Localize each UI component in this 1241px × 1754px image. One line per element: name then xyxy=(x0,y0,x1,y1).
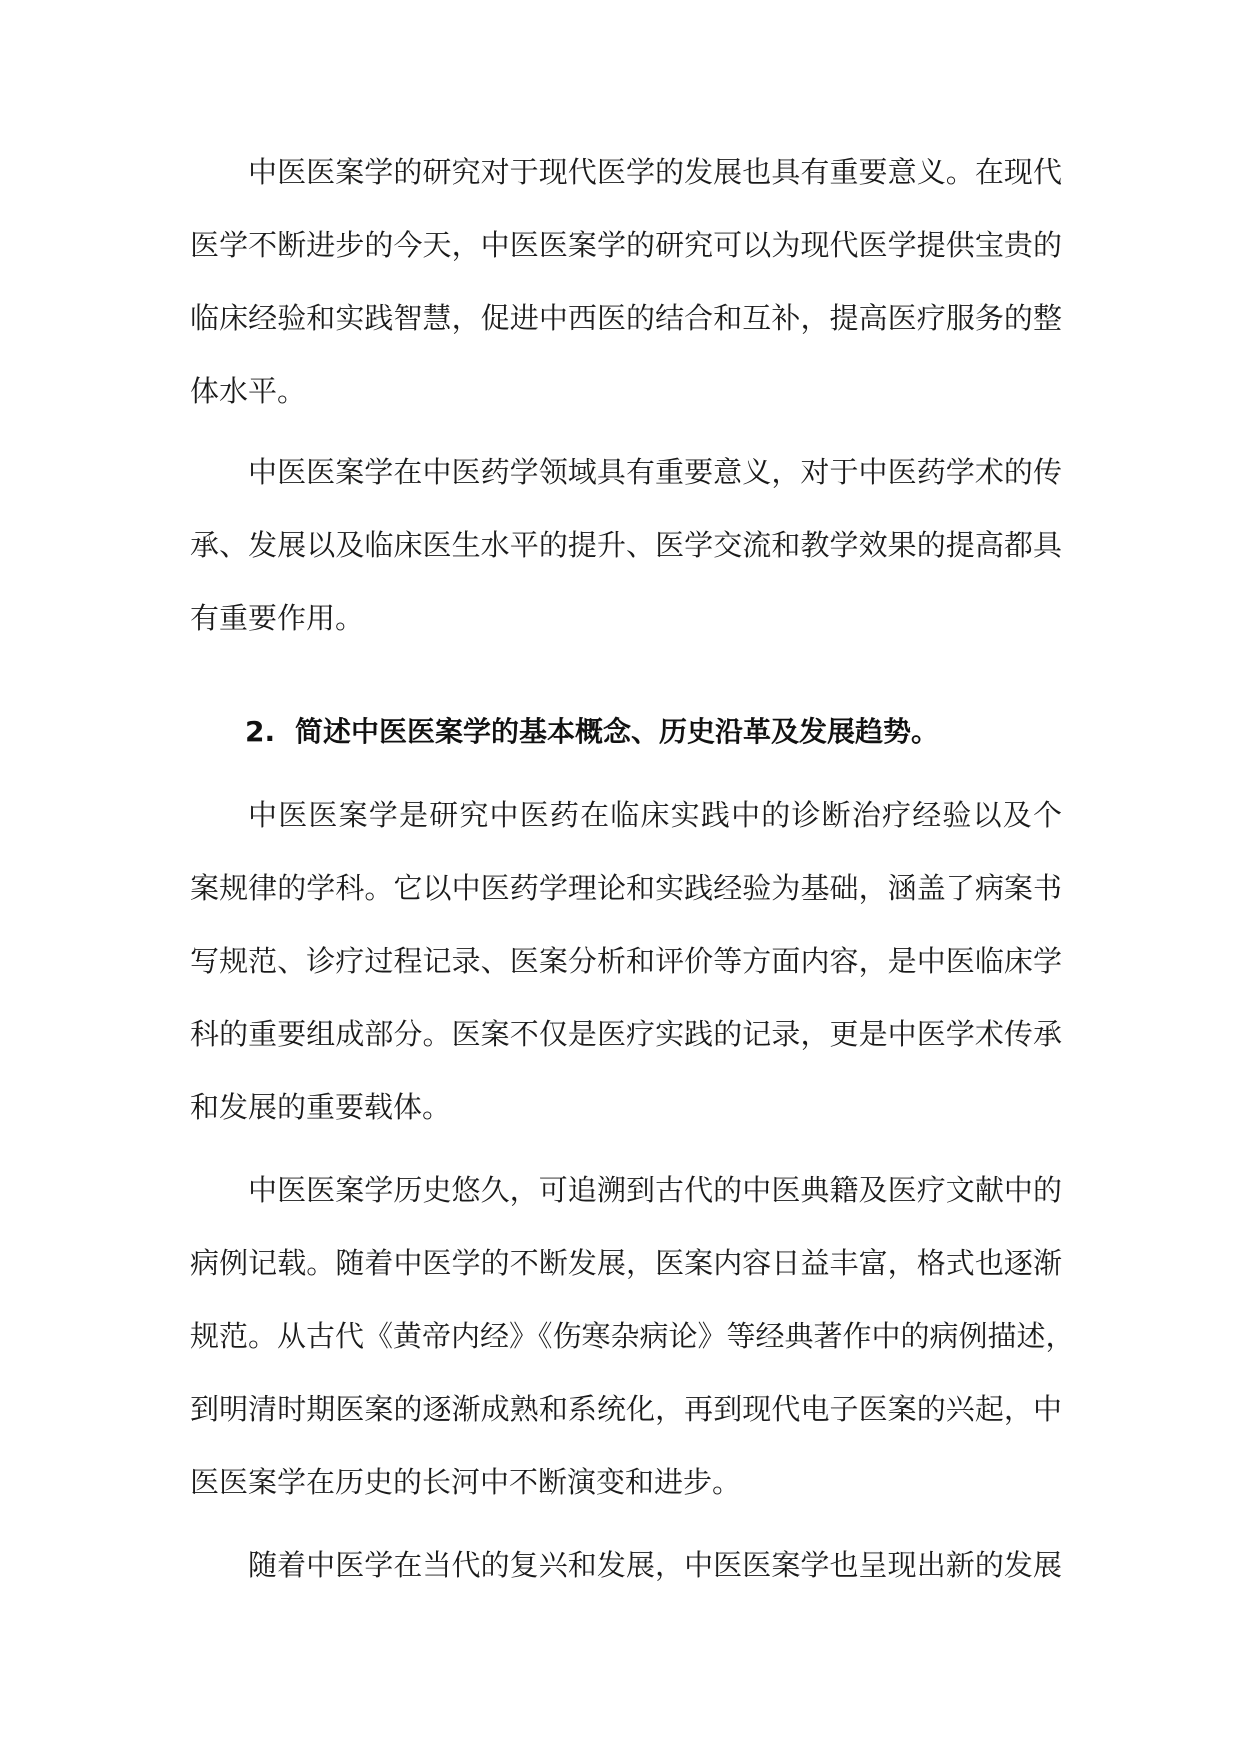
paragraph-1-line-1: 中医医案学的研究对于现代医学的发展也具有重要意义。在现代 xyxy=(248,155,1062,189)
paragraph-2-line-3: 有重要作用。 xyxy=(190,601,365,635)
paragraph-2-line-1: 中医医案学在中医药学领域具有重要意义，对于中医药学术的传 xyxy=(248,455,1062,489)
paragraph-2-line-2: 承、发展以及临床医生水平的提升、医学交流和教学效果的提高都具 xyxy=(190,528,1062,562)
paragraph-1-line-2: 医学不断进步的今天，中医医案学的研究可以为现代医学提供宝贵的 xyxy=(190,228,1062,262)
paragraph-4-line-3: 规范。从古代《黄帝内经》《伤寒杂病论》等经典著作中的病例描述， xyxy=(190,1319,1075,1353)
paragraph-1-line-4: 体水平。 xyxy=(190,374,307,408)
paragraph-4-line-1: 中医医案学历史悠久，可追溯到古代的中医典籍及医疗文献中的 xyxy=(248,1173,1062,1207)
paragraph-3-line-3: 写规范、诊疗过程记录、医案分析和评价等方面内容，是中医临床学 xyxy=(190,944,1062,978)
paragraph-3-line-5: 和发展的重要载体。 xyxy=(190,1090,452,1124)
paragraph-4-line-4: 到明清时期医案的逐渐成熟和系统化，再到现代电子医案的兴起，中 xyxy=(190,1392,1062,1426)
paragraph-3-line-4: 科的重要组成部分。医案不仅是医疗实践的记录，更是中医学术传承 xyxy=(190,1017,1062,1051)
paragraph-5-line-1: 随着中医学在当代的复兴和发展，中医医案学也呈现出新的发展 xyxy=(248,1548,1062,1582)
section-heading-text: 简述中医医案学的基本概念、历史沿革及发展趋势。 xyxy=(295,715,940,748)
section-heading xyxy=(245,708,1065,756)
paragraph-4-line-5: 医医案学在历史的长河中不断演变和进步。 xyxy=(190,1465,742,1499)
paragraph-3-line-2: 案规律的学科。它以中医药学理论和实践经验为基础，涵盖了病案书 xyxy=(190,871,1062,905)
paragraph-4-line-2: 病例记载。随着中医学的不断发展，医案内容日益丰富，格式也逐渐 xyxy=(190,1246,1062,1280)
paragraph-1-line-3: 临床经验和实践智慧，促进中西医的结合和互补，提高医疗服务的整 xyxy=(190,301,1062,335)
paragraph-3-line-1: 中医医案学是研究中医药在临床实践中的诊断治疗经验以及个 xyxy=(248,798,1062,832)
section-heading-number: 2. xyxy=(245,715,276,748)
